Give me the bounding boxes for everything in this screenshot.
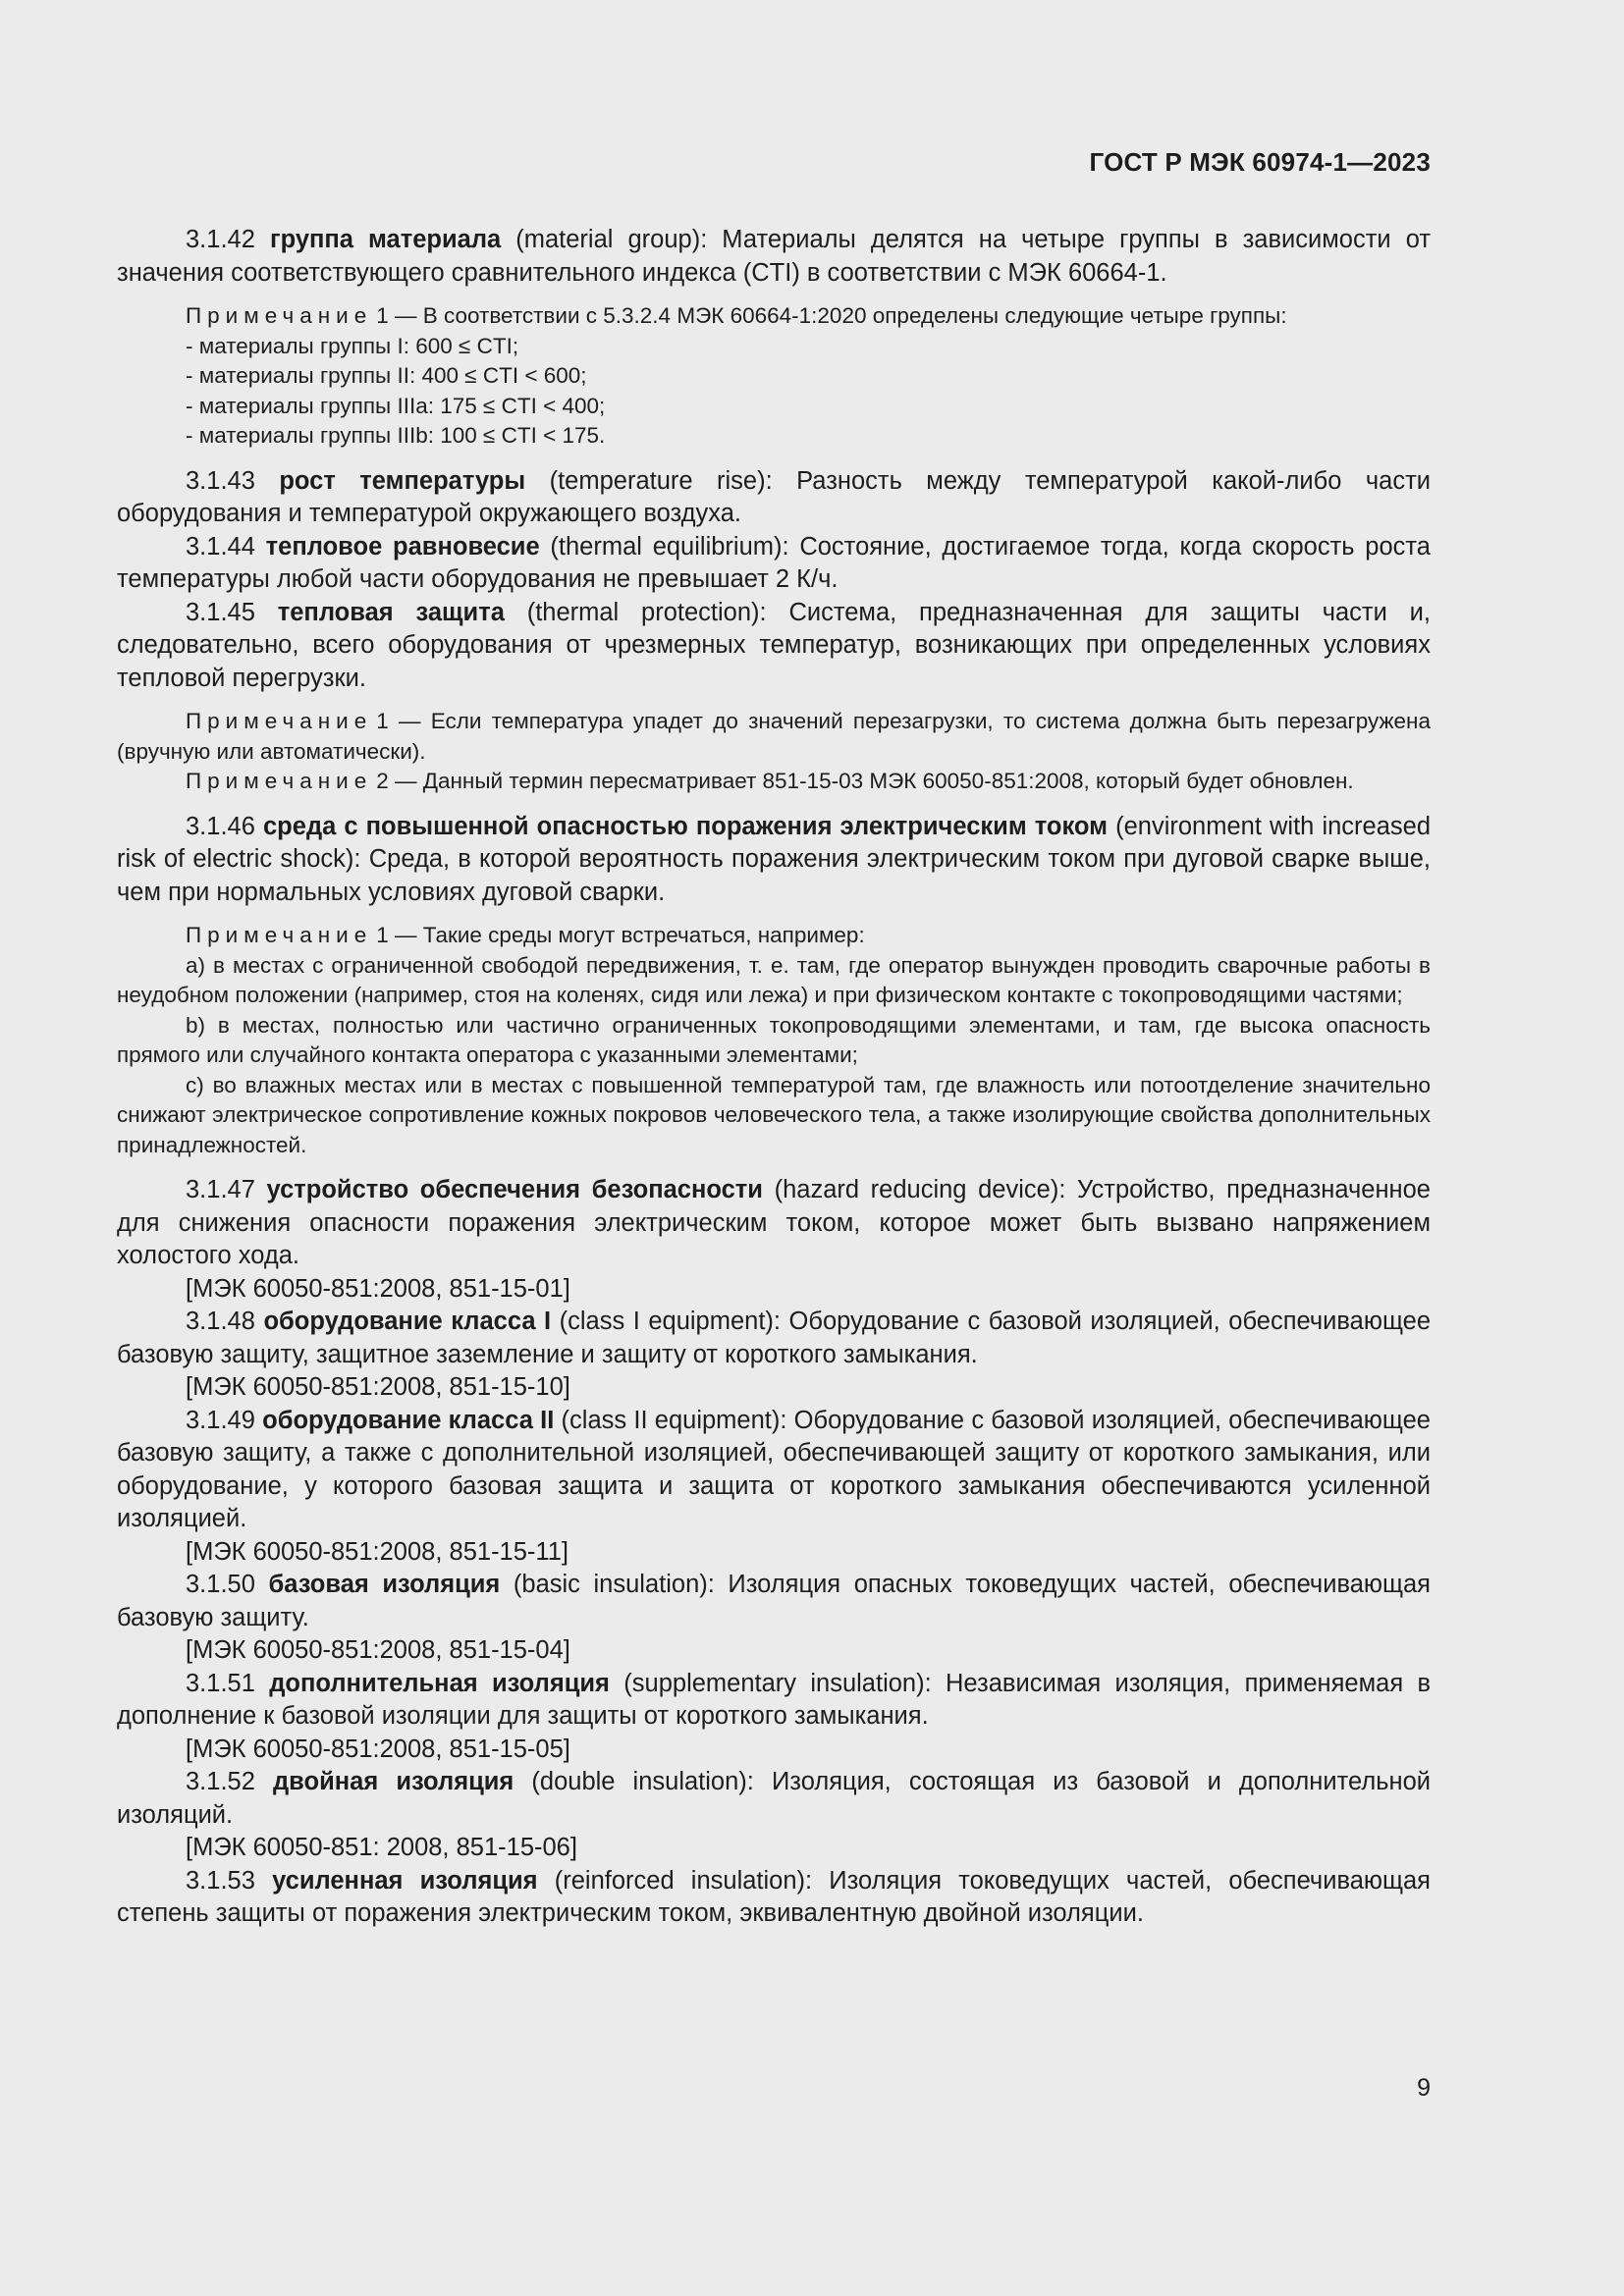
list-item: с) во влажных местах или в местах с повышенной температурой там, где влажность или потоотделение значительно снижают электрическое сопротивление кожных покровов человеческого тела, а также изолирующие свойства дополнительных принадлежностей.: [117, 1072, 1431, 1157]
term-3-1-43: 3.1.43 рост температуры (temperature rise): Разность между температурой какой-либо части оборудования и температурой окружающего воздуха.: [117, 466, 1431, 527]
note-3-1-46: Примечание 1 — Такие среды могут встречаться, например: а) в местах с ограниченной свободой передвижения, т. е. там, где оператор вынужден проводить сварочные работы в неудобном положении (например, стоя на коленях, сидя или лежа) и при физическом контакте с токопроводящими частями; b) в местах, полностью или частично ограниченных токопроводящими элементами, и там, где высока опасность прямого или случайного контакта оператора с указанными элементами; с) во влажных местах или в местах с повышенной температурой там, где влажность или потоотделение значительно снижают электрическое сопротивление кожных покровов человеческого тела, а также изолирующие свойства дополнительных принадлежностей.: [117, 921, 1431, 1160]
term-title: рост температуры: [279, 466, 526, 495]
note-3-1-42: Примечание 1 — В соответствии с 5.3.2.4 МЭК 60664-1:2020 определены следующие четыре группы: - материалы группы I: 600 ≤ CTI; - материалы группы II: 400 ≤ CTI < 600; - материалы группы IIIa: 175 ≤ CTI < 400; - материалы группы IIIb: 100 ≤ CTI < 175.: [117, 301, 1431, 452]
term-3-1-53: 3.1.53 усиленная изоляция (reinforced insulation): Изоляция токоведущих частей, обеспечивающая степень защиты от поражения электрическим током, эквивалентную двойной изоляции.: [117, 1866, 1431, 1927]
term-3-1-50: 3.1.50 базовая изоляция (basic insulation): Изоляция опасных токоведущих частей, обеспечивающая базовую защиту.: [117, 1571, 1431, 1631]
term-3-1-51: 3.1.51 дополнительная изоляция (supplementary insulation): Независимая изоляция, применяемая в дополнение к базовой изоляции для защиты от короткого замыкания.: [117, 1669, 1431, 1730]
reference: [МЭК 60050-851: 2008, 851-15-06]: [186, 1834, 577, 1861]
list-item: - материалы группы I: 600 ≤ CTI;: [186, 333, 519, 358]
term-3-1-48: 3.1.48 оборудование класса I (class I equipment): Оборудование с базовой изоляцией, обеспечивающее базовую защиту, защитное заземление и защиту от короткого замыкания.: [117, 1308, 1431, 1368]
list-item: а) в местах с ограниченной свободой передвижения, т. е. там, где оператор вынужден проводить сварочные работы в неудобном положении (например, стоя на коленях, сидя или лежа) и при физическом контакте с токопроводящими частями;: [117, 952, 1431, 1007]
term-title: двойная изоляция: [273, 1768, 514, 1795]
note-3-1-45: Примечание 1 — Если температура упадет до значений перезагрузки, то система должна быть перезагружена (вручную или автоматически). Примечание 2 — Данный термин пересматривает 851-15-03 МЭК 60050-851:2008, который будет обновлен.: [117, 709, 1431, 793]
term-title: усиленная изоляция: [272, 1866, 538, 1895]
list-item: - материалы группы IIIb: 100 ≤ CTI < 175.: [186, 423, 606, 448]
note-label: Примечание: [186, 303, 373, 328]
term-title: базовая изоляция: [268, 1571, 501, 1598]
reference: [МЭК 60050-851:2008, 851-15-05]: [186, 1735, 570, 1763]
list-item: b) в местах, полностью или частично ограниченных токопроводящими элементами, и там, где высока опасность прямого или случайного контакта оператора с указанными элементами;: [117, 1012, 1431, 1067]
term-3-1-45: 3.1.45 тепловая защита (thermal protection): Система, предназначенная для защиты части и, следовательно, всего оборудования от чрезмерных температур, возникающих при определенных условиях тепловой перегрузки.: [117, 598, 1431, 692]
term-3-1-42: 3.1.42 группа материала (material group): Материалы делятся на четыре группы в зависимости от значения соответствующего сравнительного индекса (CTI) в соответствии с МЭК 60664-1.: [117, 226, 1431, 287]
reference: [МЭК 60050-851:2008, 851-15-01]: [186, 1274, 570, 1303]
note-label: Примечание: [186, 709, 373, 733]
term-title: тепловое равновесие: [265, 532, 540, 561]
term-title: тепловая защита: [277, 598, 505, 626]
term-title: оборудование класса II: [262, 1406, 555, 1434]
page-content: [117, 224, 1431, 1931]
note-label: Примечание: [186, 769, 373, 793]
list-item: - материалы группы II: 400 ≤ CTI < 600;: [186, 363, 587, 388]
reference: [МЭК 60050-851:2008, 851-15-04]: [186, 1636, 570, 1664]
term-title: оборудование класса I: [263, 1308, 552, 1335]
list-item: - материалы группы IIIa: 175 ≤ CTI < 400;: [186, 393, 606, 418]
term-title: группа материала: [269, 226, 502, 253]
reference: [МЭК 60050-851:2008, 851-15-10]: [186, 1373, 570, 1401]
note-label: Примечание: [186, 923, 373, 947]
term-title: среда с повышенной опасностью поражения электрическим током: [263, 812, 1109, 840]
term-title: дополнительная изоляция: [269, 1669, 610, 1697]
document-header: ГОСТ Р МЭК 60974-1—2023: [1089, 147, 1431, 177]
term-3-1-47: 3.1.47 устройство обеспечения безопасности (hazard reducing device): Устройство, предназначенное для снижения опасности поражения электрическим током, которое может быть вызвано напряжением холостого хода.: [117, 1176, 1431, 1269]
reference: [МЭК 60050-851:2008, 851-15-11]: [186, 1537, 568, 1566]
term-3-1-44: 3.1.44 тепловое равновесие (thermal equilibrium): Состояние, достигаемое тогда, когда скорость роста температуры любой части оборудования не превышает 2 К/ч.: [117, 532, 1431, 593]
term-title: устройство обеспечения безопасности: [266, 1176, 763, 1203]
term-3-1-52: 3.1.52 двойная изоляция (double insulation): Изоляция, состоящая из базовой и дополнительной изоляций.: [117, 1768, 1431, 1829]
term-3-1-46: 3.1.46 среда с повышенной опасностью поражения электрическим током (environment with increased risk of electric shock): Среда, в которой вероятность поражения электрическим током при дуговой сварке выше, чем при нормальных условиях дуговой сварки.: [117, 812, 1432, 906]
term-3-1-49: 3.1.49 оборудование класса II (class II equipment): Оборудование с базовой изоляцией, обеспечивающее базовую защиту, а также с дополнительной изоляцией, обеспечивающей защиту от короткого замыкания, или оборудование, у которого базовая защита и защита от короткого замыкания обеспечиваются усиленной изоляцией.: [117, 1406, 1431, 1532]
page-number: 9: [1417, 2074, 1431, 2102]
